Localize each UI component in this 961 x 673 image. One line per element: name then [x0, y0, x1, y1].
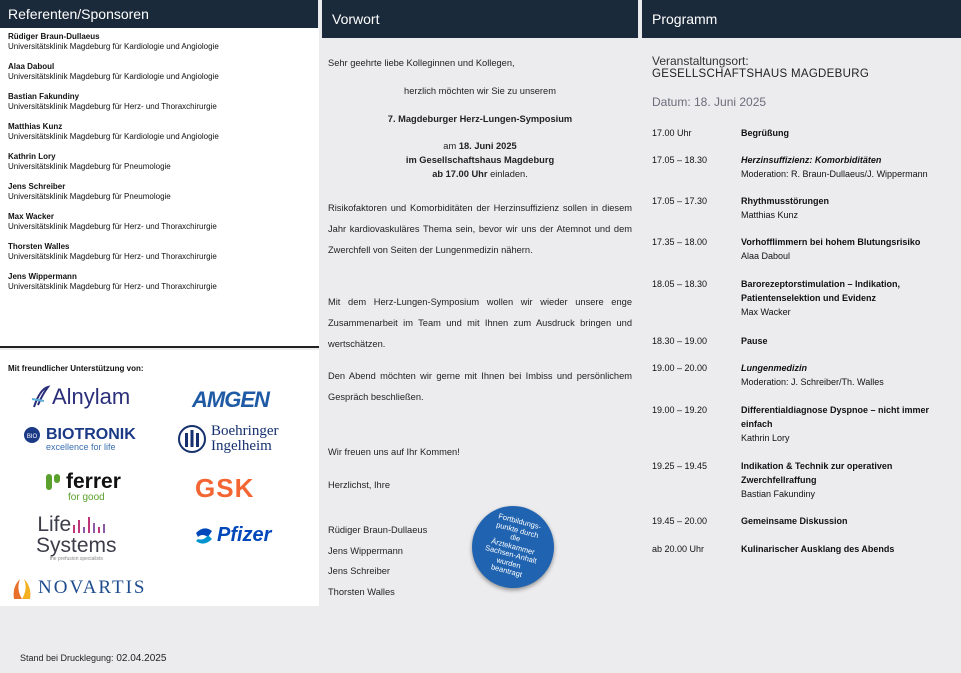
venue-name: GESELLSCHAFTSHAUS MAGDEBURG — [652, 68, 870, 80]
program-title: Vorhofflimmern bei hohem Blutungsrisiko — [741, 237, 921, 247]
pfizer-mark-icon — [193, 525, 215, 547]
program-time: 18.30 – 19.00 — [652, 336, 708, 346]
program-title: Differentialdiagnose Dyspnoe – nicht immer einfach — [741, 405, 930, 429]
amgen-text: AMGEN — [192, 387, 269, 412]
event-time-line — [322, 169, 638, 179]
speaker-affiliation: Universitätsklinik Magdeburg für Pneumologie — [8, 192, 171, 201]
signatory-list — [328, 520, 427, 603]
speaker-entry — [8, 152, 311, 172]
program-time: 19.25 – 19.45 — [652, 461, 708, 471]
program-subtitle: Matthias Kunz — [741, 210, 799, 220]
program-subtitle: Kathrin Lory — [741, 433, 790, 443]
program-content — [741, 153, 959, 181]
invite-line: herzlich möchten wir Sie zu unserem — [404, 86, 556, 96]
svg-text:BIO: BIO — [26, 434, 38, 440]
program-content — [741, 403, 959, 445]
am-text: am — [443, 141, 457, 151]
speaker-affiliation: Universitätsklinik Magdeburg für Kardiologie und Angiologie — [8, 42, 219, 51]
pfizer-text: Pfizer — [217, 524, 272, 546]
program-subtitle: Moderation: R. Braun-Dullaeus/J. Wippermann — [741, 169, 928, 179]
life-systems-bars-icon — [71, 515, 115, 535]
speaker-name: Max Wacker — [8, 212, 54, 221]
program-content — [741, 235, 959, 263]
greeting: Sehr geehrte liebe Kolleginnen und Kollegen, — [328, 58, 515, 68]
program-time: 17.05 – 18.30 — [652, 155, 708, 165]
program-title: Kulinarischer Ausklang des Abends — [741, 544, 895, 554]
speaker-name: Jens Wippermann — [8, 272, 77, 281]
speaker-affiliation: Universitätsklinik Magdeburg für Herz- und Thoraxchirurgie — [8, 222, 217, 231]
print-date-label: Stand bei Drucklegung: — [20, 653, 114, 663]
closing-line: Wir freuen uns auf Ihr Kommen! — [328, 447, 460, 457]
novartis-flame-icon — [10, 575, 34, 601]
signatory-name: Jens Wippermann — [328, 545, 403, 556]
life-systems-logo — [36, 514, 117, 562]
speaker-entry — [8, 272, 311, 292]
program-title: Begrüßung — [741, 128, 789, 138]
alnylam-text: Alnylam — [52, 384, 131, 409]
event-place: im Gesellschaftshaus Magdeburg — [405, 155, 555, 165]
program-title: Rhythmusstörungen — [741, 196, 830, 206]
program-title: Pause — [741, 336, 768, 346]
speaker-entry — [8, 62, 311, 82]
speaker-affiliation: Universitätsklinik Magdeburg für Herz- und Thoraxchirurgie — [8, 252, 217, 261]
programm-header — [642, 0, 961, 38]
program-title: Barorezeptorstimulation – Indikation, Patientenselektion und Evidenz — [741, 279, 901, 303]
biotronik-tagline: excellence for life — [46, 442, 116, 452]
paragraph-1: Risikofaktoren und Komorbiditäten der Herzinsuffizienz sollen in diesem Jahr kardiovaskuläres Thema sein, bevor wir uns der Atemnot und dem Zwerchfell von Seiten der Lungenmedizin nähern. — [328, 203, 632, 255]
program-time: 18.05 – 18.30 — [652, 279, 708, 289]
paragraph-2: Mit dem Herz-Lungen-Symposium wollen wir wieder unsere enge Zusammenarbeit im Team und mit Ihnen zum Ausdruck bringen und wertschätzen. — [328, 297, 632, 349]
program-content — [741, 277, 959, 319]
gsk-text: GSK — [195, 473, 255, 503]
novartis-logo — [10, 575, 146, 601]
speaker-entry — [8, 122, 311, 142]
program-title: Indikation & Technik zur operativen Zwerchfellraffung — [741, 461, 893, 485]
program-title: Gemeinsame Diskussion — [741, 516, 848, 526]
referenten-header — [0, 0, 318, 28]
einladen-text: einladen. — [487, 169, 528, 179]
biotronik-logo — [22, 426, 136, 452]
signatory-name: Rüdiger Braun-Dullaeus — [328, 525, 428, 535]
amgen-logo — [192, 387, 269, 413]
speaker-list — [0, 28, 319, 348]
ferrer-mark-icon — [44, 472, 62, 492]
program-content — [741, 459, 959, 501]
event-date: 18. Juni 2025 — [458, 141, 517, 151]
program-content — [741, 361, 959, 389]
speaker-name: Rüdiger Braun-Dullaeus — [8, 32, 100, 41]
vorwort-title: Vorwort — [332, 11, 380, 27]
program-subtitle: Alaa Daboul — [741, 251, 791, 261]
cme-points-badge — [472, 506, 554, 588]
speaker-name: Alaa Daboul — [8, 62, 55, 71]
paragraph-3: Den Abend möchten wir gerne mit Ihnen bei Imbiss und persönlichem Gespräch beschließen. — [328, 371, 632, 402]
program-time: 19.00 – 19.20 — [652, 405, 708, 415]
speaker-name: Bastian Fakundiny — [8, 92, 80, 101]
program-content — [741, 542, 959, 556]
speaker-name: Jens Schreiber — [8, 182, 66, 191]
speaker-name: Kathrin Lory — [8, 152, 56, 161]
event-title: 7. Magdeburger Herz-Lungen-Symposium — [387, 114, 573, 124]
program-subtitle: Bastian Fakundiny — [741, 489, 816, 499]
signatory-name: Thorsten Walles — [328, 587, 395, 598]
boehringer-mark-icon — [177, 424, 207, 454]
print-date-value: 02.04.2025 — [116, 653, 167, 664]
program-time: 19.45 – 20.00 — [652, 516, 708, 526]
program-content — [741, 126, 959, 140]
boehringer-text: Boehringer — [211, 423, 279, 439]
novartis-text: NOVARTIS — [38, 577, 147, 598]
program-content — [741, 194, 959, 222]
programm-title: Programm — [652, 11, 718, 27]
program-time: 17.00 Uhr — [652, 128, 692, 138]
program-time: 19.00 – 20.00 — [652, 363, 708, 373]
ferrer-tagline: for good — [68, 492, 105, 503]
life-text: Life — [37, 513, 72, 536]
speaker-entry — [8, 212, 311, 232]
program-title: Lungenmedizin — [741, 363, 807, 373]
speaker-entry — [8, 92, 311, 112]
biotronik-text: BIOTRONIK — [46, 426, 136, 443]
program-title: Herzinsuffizienz: Komorbiditäten — [741, 155, 882, 165]
event-time: ab 17.00 Uhr — [432, 169, 488, 179]
program-time: ab 20.00 Uhr — [652, 544, 705, 554]
systems-text: Systems — [36, 534, 117, 557]
ferrer-text: ferrer — [66, 470, 121, 493]
program-content — [741, 334, 959, 348]
biotronik-mark-icon — [22, 426, 42, 444]
print-date — [20, 653, 166, 664]
speaker-entry — [8, 242, 311, 262]
referenten-title: Referenten/Sponsoren — [8, 6, 149, 22]
program-time: 17.05 – 17.30 — [652, 196, 708, 206]
pfizer-logo — [193, 524, 271, 547]
speaker-affiliation: Universitätsklinik Magdeburg für Herz- und Thoraxchirurgie — [8, 282, 217, 291]
signatory-name: Jens Schreiber — [328, 566, 391, 577]
speaker-entry — [8, 182, 311, 202]
speaker-affiliation: Universitätsklinik Magdeburg für Herz- und Thoraxchirurgie — [8, 102, 217, 111]
speaker-affiliation: Universitätsklinik Magdeburg für Pneumologie — [8, 162, 171, 171]
sponsors-title: Mit freundlicher Unterstützung von: — [8, 364, 144, 373]
program-time: 17.35 – 18.00 — [652, 237, 708, 247]
vorwort-header — [322, 0, 638, 38]
venue-label: Veranstaltungsort: — [652, 54, 749, 68]
regards-line: Herzlichst, Ihre — [328, 480, 390, 490]
event-date-line — [322, 141, 638, 151]
alnylam-logo — [30, 384, 130, 410]
speaker-affiliation: Universitätsklinik Magdeburg für Kardiologie und Angiologie — [8, 72, 219, 81]
event-date-heading: Datum: 18. Juni 2025 — [652, 95, 767, 109]
alnylam-mark-icon — [30, 385, 52, 409]
speaker-affiliation: Universitätsklinik Magdeburg für Kardiologie und Angiologie — [8, 132, 219, 141]
speaker-entry — [8, 32, 311, 52]
ingelheim-text: Ingelheim — [211, 438, 272, 454]
speaker-name: Thorsten Walles — [8, 242, 70, 251]
cme-badge-text: Fortbildungs- punkte durch die Ärztekammer Sachsen-Anhalt wurden beantragt — [484, 511, 543, 580]
program-subtitle: Max Wacker — [741, 307, 791, 317]
boehringer-logo — [177, 424, 278, 454]
gsk-logo — [195, 473, 254, 504]
speaker-name: Matthias Kunz — [8, 122, 63, 131]
program-content — [741, 514, 959, 528]
life-systems-tagline: the prefusion specialists — [49, 556, 103, 562]
ferrer-logo — [44, 470, 121, 503]
program-subtitle: Moderation: J. Schreiber/Th. Walles — [741, 377, 884, 387]
